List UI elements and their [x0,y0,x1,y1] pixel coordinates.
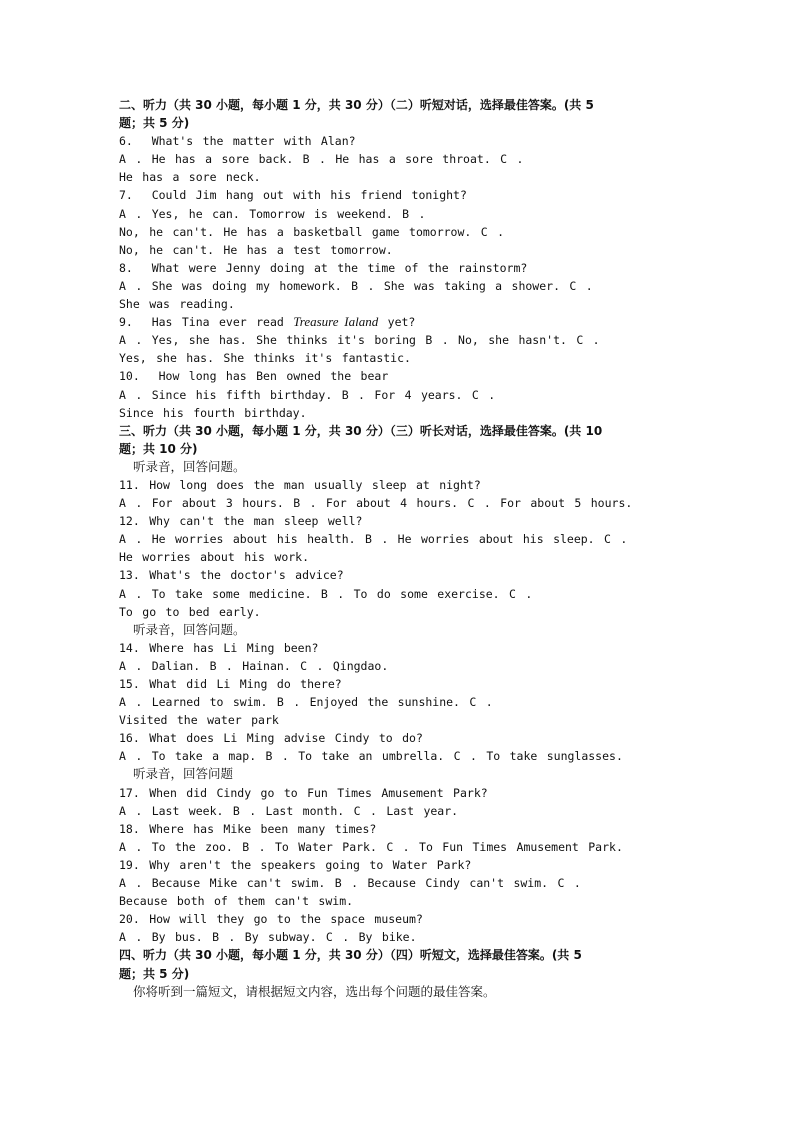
text-line: 6. What's the matter with Alan? [119,134,356,149]
text-line: 8. What were Jenny doing at the time of the rainstorm? [119,260,528,275]
instruction: 听录音，回答问题。 [133,621,246,637]
text-line: 20. How will they go to the space museum? [119,912,423,927]
text-line: A . To take a map. B . To take an umbrella. C . To take sunglasses. [119,749,623,764]
text-line: A . For about 3 hours. B . For about 4 hours. C . For about 5 hours. [119,496,633,511]
text-line: To go to bed early. [119,604,261,619]
text-line: A . Yes, she has. She thinks it's boring B . No, she hasn't. C . [119,333,600,348]
question-block [119,132,679,422]
instruction: 你将听到一篇短文，请根据短文内容，选出每个问题的最佳答案。 [133,983,496,999]
question-text: 9. Has Tina ever read [119,315,294,330]
text-line: A . Dalian. B . Hainan. C . Qingdao. [119,658,389,673]
text-line: Since his fourth birthday. [119,405,307,420]
section-heading: 三、听力（共 30 小题，每小题 1 分，共 30 分）（三）听长对话，选择最佳答案。(共 10 [119,423,603,438]
text-line: 11. How long does the man usually sleep at night? [119,477,481,492]
text-line: 7. Could Jim hang out with his friend tonight? [119,188,467,203]
section-heading-cont: 题；共 10 分) [119,441,198,456]
section-heading-cont: 题；共 5 分) [119,966,190,981]
text-line: No, he can't. He has a test tomorrow. [119,242,393,257]
instruction: 听录音，回答问题。 [133,458,246,474]
text-line: Yes, she has. She thinks it's fantastic. [119,351,411,366]
text-line: A . Learned to swim. B . Enjoyed the sunshine. C . [119,695,493,710]
text-line: A . Since his fifth birthday. B . For 4 years. C . [119,387,496,402]
text-line: A . Because Mike can't swim. B . Because Cindy can't swim. C . [119,876,581,891]
text-line: A . She was doing my homework. B . She was taking a shower. C . [119,278,593,293]
text-line: A . By bus. B . By subway. C . By bike. [119,930,417,945]
section-heading-cont: 题；共 5 分) [119,116,190,131]
exam-content [119,96,679,1001]
question-block [119,476,679,621]
text-line: A . To the zoo. B . To Water Park. C . To Fun Times Amusement Park. [119,839,623,854]
question-block [119,784,679,947]
question-text: yet? [378,315,416,330]
text-line: A . He worries about his health. B . He worries about his sleep. C . [119,532,628,547]
text-line: 18. Where has Mike been many times? [119,821,377,836]
text-line: 12. Why can't the man sleep well? [119,514,363,529]
text-line: A . Last week. B . Last month. C . Last year. [119,803,459,818]
text-line: Visited the water park [119,713,279,728]
book-title: Treasure Ialand [293,314,379,330]
question-9 [119,313,679,331]
section-heading: 四、听力（共 30 小题，每小题 1 分，共 30 分）（四）听短文，选择最佳答案。(共 5 [119,948,582,963]
text-line: No, he can't. He has a basketball game tomorrow. C . [119,224,505,239]
text-line: 13. What's the doctor's advice? [119,568,344,583]
instruction: 听录音，回答问题 [133,766,234,782]
text-line: 16. What does Li Ming advise Cindy to do? [119,731,423,746]
text-line: A . He has a sore back. B . He has a sore throat. C . [119,152,524,167]
text-line: A . To take some medicine. B . To do some exercise. C . [119,586,533,601]
text-line: 15. What did Li Ming do there? [119,677,342,691]
text-line: 14. Where has Li Ming been? [119,640,319,655]
text-line: Because both of them can't swim. [119,894,354,909]
text-line: A . Yes, he can. Tomorrow is weekend. B . [119,206,426,221]
question-block [119,639,679,766]
text-line: She was reading. [119,297,235,312]
text-line: 17. When did Cindy go to Fun Times Amusement Park? [119,785,488,800]
text-line: He has a sore neck. [119,170,261,185]
text-line: 10. How long has Ben owned the bear [119,369,389,384]
text-line: He worries about his work. [119,550,310,565]
section-heading: 二、听力（共 30 小题，每小题 1 分，共 30 分）（二）听短对话，选择最佳答案。(共 5 [119,98,594,112]
text-line: 19. Why aren't the speakers going to Water Park? [119,857,472,872]
